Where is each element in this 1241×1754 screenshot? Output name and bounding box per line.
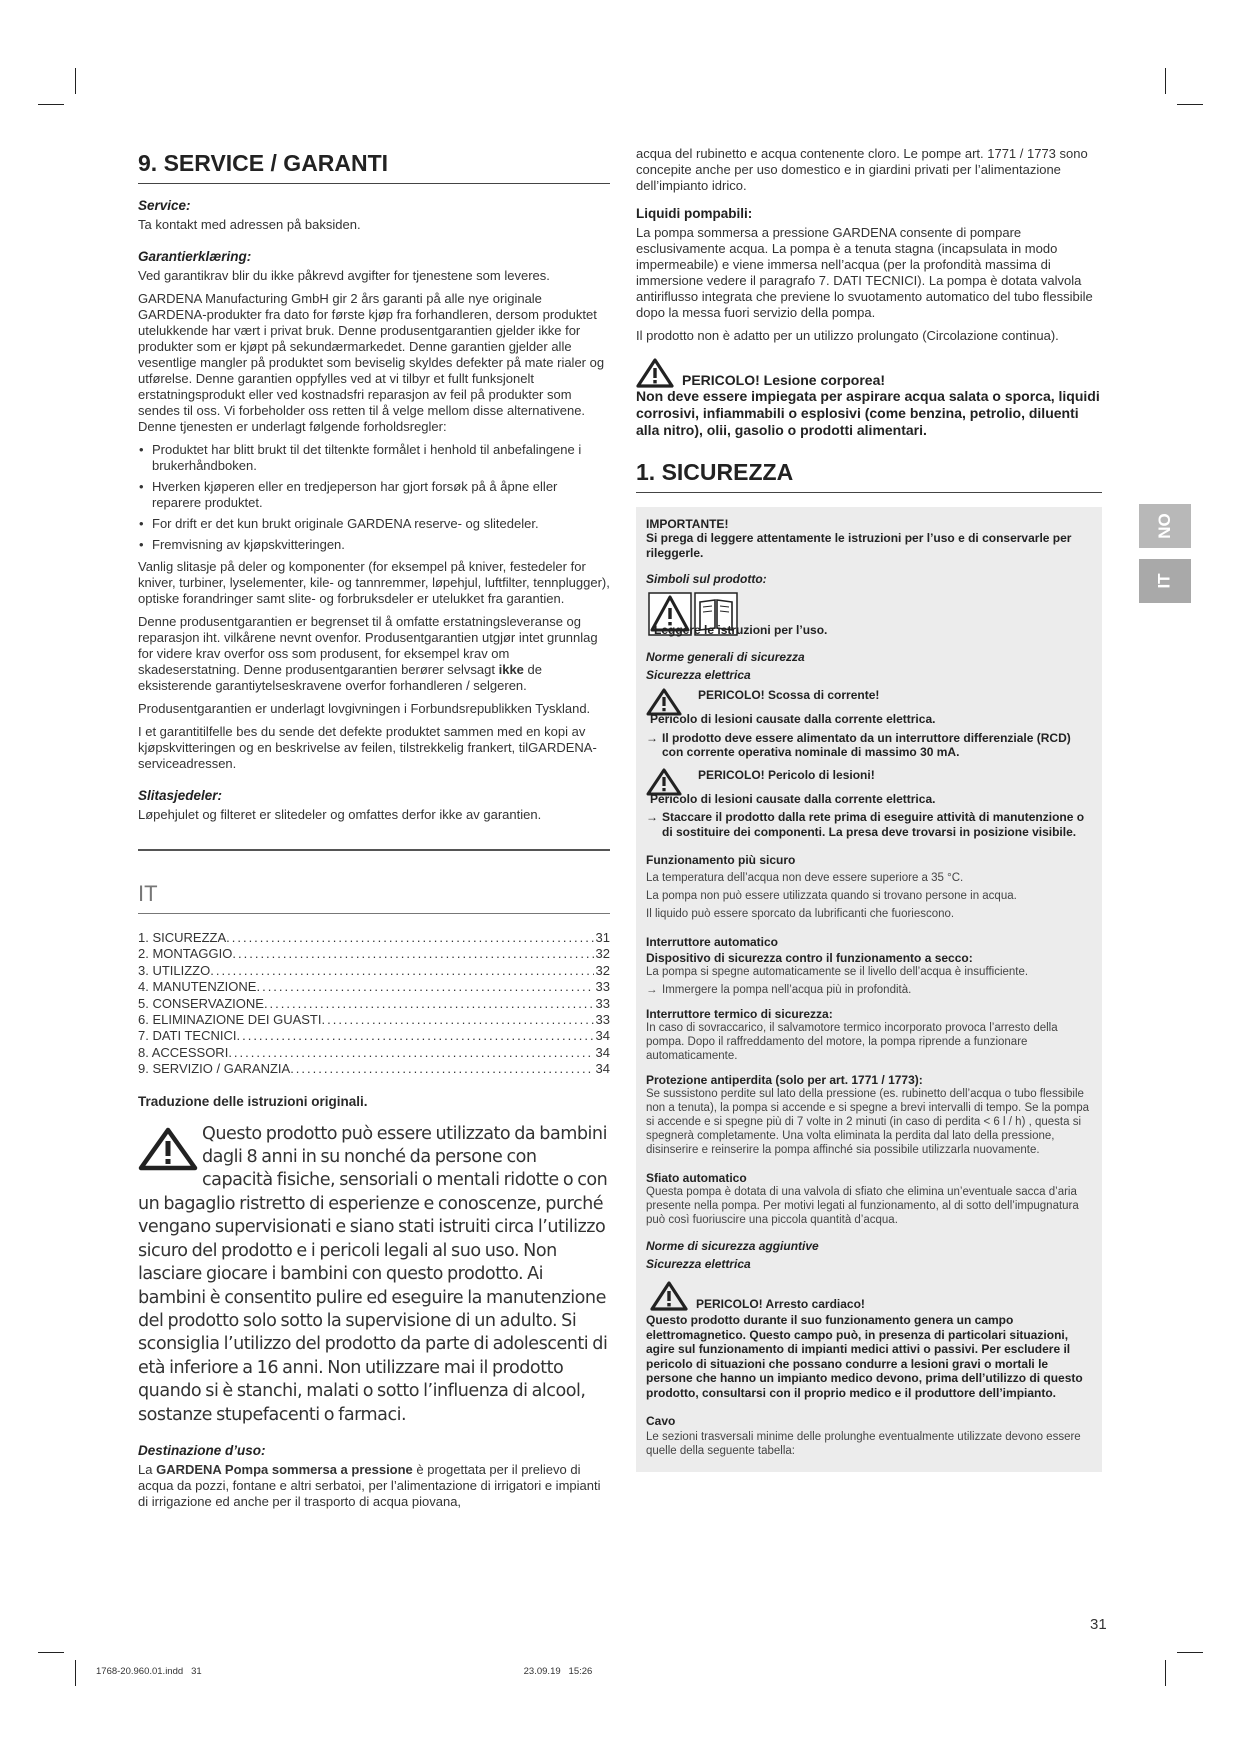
garanti-paragraph: I et garantitilfelle bes du sende det defekte produktet sammen med en kopi av kjøpskvitteringen og en beskrivelse av feilen, tilstrekkelig frankert, tilGARDENA-serviceadressen.	[138, 724, 597, 771]
it-section	[138, 849, 610, 1510]
toc-page: 31	[595, 930, 610, 945]
danger-cardiac-title: PERICOLO! Arresto cardiaco!	[696, 1297, 865, 1311]
warning-triangle-icon	[646, 688, 682, 716]
warning-triangle-icon	[646, 768, 682, 796]
right-column	[636, 146, 1102, 1472]
crop-mark	[1165, 1660, 1166, 1686]
toc-row[interactable]	[138, 1012, 610, 1028]
text-span: Denne produsentgarantien er begrenset til å omfatte erstatningsleveranse og reparasjon iht. vilkårene nevnt ovenfor. Produsentgarantien utgjør intet grunnlag for videre krav overfor oss som produsent, for eksempel krav om skadeserstatning. Denne produsentgarantien berører selvsagt	[138, 614, 598, 677]
toc-title: 1. SICUREZZA	[138, 930, 227, 945]
garanti-paragraph: Produsentgarantien er underlagt lovgivningen i Forbundsrepublikken Tyskland.	[138, 701, 591, 716]
toc-title: 9. SERVIZIO / GARANZIA	[138, 1061, 291, 1077]
simboli-heading: Simboli sul prodotto:	[646, 572, 767, 586]
toc-title: 4. MANUTENZIONE	[138, 979, 257, 995]
toc-page: 33	[595, 979, 610, 995]
toc-title: 6. ELIMINAZIONE DEI GUASTI	[138, 1012, 322, 1028]
toc-page: 34	[595, 1061, 610, 1077]
toc-leader	[236, 1028, 593, 1044]
page-number: 31	[1090, 1616, 1107, 1633]
toc-title: 3. UTILIZZO	[138, 962, 211, 978]
it-heading: IT	[138, 881, 610, 914]
bold-text: GARDENA Pompa sommersa a pressione	[156, 1461, 413, 1477]
toc-row[interactable]	[138, 930, 610, 946]
service-heading: Service:	[138, 198, 191, 213]
toc-leader	[264, 996, 594, 1012]
bold-text: ikke	[498, 662, 524, 677]
toc-row[interactable]	[138, 1061, 610, 1077]
liquidi-paragraph: La pompa sommersa a pressione GARDENA consente di pompare esclusivamente acqua. La pompa è a tenuta stagna (incapsulata in modo impermeabile) e viene immersa nell’acqua (per la profondità massima di immersione vedere il paragrafo 7. DATI TECNICI). La pompa è dotata valvola antiriflusso integrata che previene lo svuotamento automatico del tubo flessibile dopo la messa fuori servizio della pompa.	[636, 225, 1093, 320]
crop-mark	[75, 68, 76, 94]
sfiato-heading: Sfiato automatico	[646, 1171, 747, 1185]
crop-mark	[75, 1660, 76, 1686]
slitasjedeler-text: Løpehjulet og filteret er slitedeler og omfattes derfor ikke av garantien.	[138, 807, 542, 822]
toc-leader	[210, 963, 593, 979]
text-span: è progettata per il prelievo di acqua da pozzi, fontane e altri serbatoi, per l’alimentazione di irrigatori e impianti di irrigazione ed anche per il trasporto di acqua piovana,	[138, 1461, 601, 1509]
tab-label: IT	[1154, 573, 1174, 589]
toc-row[interactable]	[138, 996, 610, 1012]
liquidi-heading: Liquidi pompabili:	[636, 206, 753, 221]
funzionamento-text: La temperatura dell’acqua non deve essere superiore a 35 °C.	[646, 872, 964, 884]
crop-mark	[1177, 1652, 1203, 1653]
toc-leader	[228, 1045, 593, 1061]
danger-shock-instruction: → Il prodotto deve essere alimentato da un interruttore differenziale (RCD) con corrente operativa nominale di massimo 30 mA.	[646, 731, 1092, 760]
norme-aggiuntive-heading: Norme di sicurezza aggiuntive	[646, 1239, 819, 1253]
toc-row[interactable]	[138, 979, 610, 995]
slitasjedeler-heading: Slitasjedeler:	[138, 788, 223, 803]
toc-page: 34	[595, 1044, 610, 1060]
danger-injury-sub: Pericolo di lesioni causate dalla corrente elettrica.	[650, 791, 936, 806]
section-title-sicurezza: 1. SICUREZZA	[636, 459, 1102, 493]
danger-header	[636, 358, 1102, 388]
termico-heading: Interruttore termico di sicurezza:	[646, 1007, 833, 1021]
toc-row[interactable]	[138, 1045, 610, 1061]
crop-mark	[38, 104, 64, 105]
garanti-paragraph: GARDENA Manufacturing GmbH gir 2 års garanti på alle nye originale GARDENA-produkter fra dato for første kjøp fra forhandleren, dersom produktet utelukkende har vært i privat bruk. Denne produsentgarantien gjelder ikke for produkter som er kjøpt på sekundærmarkedet. Denne garantien gjelder alle vesentlige mangler på produktet som beviselig skyldes defekter på mate rialer og utførelse. Denne garantien oppfylles ved at vi tilbyr et fullt funksjonelt erstatningsprodukt eller ved kostnadsfri reparasjon av feil på produkter som sendes til oss. Vi forbeholder oss retten til å velge mellom disse alternativene. Denne tjenesten er underlagt følgende forholdsregler:	[138, 291, 605, 434]
language-tab-no[interactable]	[1139, 504, 1191, 548]
funzionamento-text: Il liquido può essere sporcato da lubrificanti che fuoriescono.	[646, 908, 955, 920]
language-tab-it[interactable]	[1139, 559, 1191, 603]
danger-body: Non deve essere impiegata per aspirare acqua salata o sporca, liquidi corrosivi, infiammabili o esplosivi (come benzina, petrolio, diluenti alla nitro), olii, gasolio o prodotti alimentari.	[636, 388, 1100, 438]
danger-injury-instruction: → Staccare il prodotto dalla rete prima di eseguire attività di manutenzione o di sostituire dei componenti. La presa deve trovarsi in posizione visibile.	[646, 810, 1092, 839]
importante-text: Si prega di leggere attentamente le istruzioni per l’uso e di conservarle per rileggerle.	[646, 531, 1072, 560]
interruttore-instruction: → Immergere la pompa nell’acqua più in profondità.	[646, 983, 1092, 997]
crop-mark	[38, 1652, 64, 1653]
toc-leader	[321, 1012, 593, 1028]
funzionamento-heading: Funzionamento più sicuro	[646, 853, 796, 867]
toc-page: 33	[595, 1012, 610, 1028]
liquidi-paragraph: Il prodotto non è adatto per un utilizzo prolungato (Circolazione continua).	[636, 328, 1059, 343]
children-warning	[138, 1123, 610, 1427]
norme-generali-heading: Norme generali di sicurezza	[646, 650, 805, 664]
section-title-service: 9. SERVICE / GARANTI	[138, 150, 610, 184]
warning-triangle-icon	[636, 358, 674, 388]
toc-page: 32	[595, 962, 610, 978]
text-span: La	[138, 1461, 157, 1477]
symbol-row	[646, 592, 1092, 638]
sfiato-text: Questa pompa è dotata di una valvola di sfiato che elimina un’eventuale sacca d’aria presente nella pompa. Per motivi legati al funzionamento, al di sotto dell’impugnatura può così fuoriuscire una piccola quantità d’acqua.	[646, 1186, 1079, 1226]
toc-row[interactable]	[138, 1028, 610, 1044]
safety-box	[636, 507, 1102, 1472]
danger-cardiac	[646, 1281, 1092, 1311]
toc-title: 7. DATI TECNICI	[138, 1028, 237, 1044]
toc-page: 34	[595, 1028, 610, 1044]
garanti-bullet-list	[138, 442, 610, 553]
protezione-heading: Protezione antiperdita (solo per art. 1771 / 1773):	[646, 1073, 923, 1087]
crop-mark	[1177, 104, 1203, 105]
crop-mark	[1165, 68, 1166, 94]
destinazione-heading: Destinazione d’uso:	[138, 1442, 266, 1458]
list-item: • Hverken kjøperen eller en tredjeperson har gjort forsøk på å åpne eller reparere produktet.	[138, 479, 610, 511]
danger-title: PERICOLO! Lesione corporea!	[682, 372, 886, 388]
garanti-heading: Garantierklæring:	[138, 249, 252, 264]
warning-triangle-icon	[650, 1281, 688, 1311]
leggere-label: Leggere le istruzioni per l’uso.	[654, 623, 828, 637]
continued-text: acqua del rubinetto e acqua contenente cloro. Le pompe art. 1771 / 1773 sono concepite anche per uso domestico e in giardini privati per l’alimentazione dell’impianto idrico.	[636, 146, 1088, 193]
cavo-text: Le sezioni trasversali minime delle prolunghe eventualmente utilizzate devono essere quelle della seguente tabella:	[646, 1431, 1081, 1457]
service-text: Ta kontakt med adressen på baksiden.	[138, 217, 361, 232]
danger-injury	[646, 768, 1092, 788]
tab-label: NO	[1155, 513, 1174, 539]
garanti-paragraph	[138, 614, 610, 694]
garanti-paragraph: Vanlig slitasje på deler og komponenter (for eksempel på kniver, festedeler for kniver, turbiner, lyselementer, kile- og tannremmer, løpehjul, luftfilter, tennplugger), optiske forandringer samt slite- og forbruksdeler er utelukket fra garantien.	[138, 559, 610, 606]
funzionamento-text: La pompa non può essere utilizzata quando si trovano persone in acqua.	[646, 890, 1017, 902]
danger-cardiac-body: Questo prodotto durante il suo funzionamento genera un campo elettromagnetico. Questo campo può, in presenza di particolari situazioni, agire sul funzionamento di impianti medici attivi o passivi. Per escludere il pericolo di situazioni che possano condurre a lesioni gravi o mortali le persone che hanno un impianto medico devono, prima dell’utilizzo di questo prodotto, consultarsi con il proprio medico e il produttore dell’impianto.	[646, 1313, 1083, 1400]
toc-leader	[226, 930, 593, 946]
danger-shock-sub: Pericolo di lesioni causate dalla corrente elettrica.	[650, 712, 936, 726]
danger-shock-title: PERICOLO! Scossa di corrente!	[698, 688, 880, 702]
danger-injury-title: PERICOLO! Pericolo di lesioni!	[698, 767, 875, 782]
sicurezza-elettrica-heading: Sicurezza elettrica	[646, 668, 751, 682]
toc-title: 2. MONTAGGIO	[138, 946, 233, 962]
translation-note: Traduzione delle istruzioni originali.	[138, 1093, 368, 1109]
list-item: • For drift er det kun brukt originale GARDENA reserve- og slitedeler.	[138, 516, 610, 532]
danger-shock	[646, 688, 1092, 708]
toc-page: 33	[595, 995, 610, 1011]
importante-heading: IMPORTANTE!	[646, 517, 729, 531]
toc-title: 8. ACCESSORI	[138, 1044, 229, 1060]
interruttore-heading: Interruttore automatico	[646, 935, 779, 949]
termico-text: In caso di sovraccarico, il salvamotore termico incorporato provoca l’arresto della pompa. Dopo il raffreddamento del motore, la pompa riprende a funzionare automaticamente.	[646, 1022, 1058, 1062]
print-slug: 1768-20.960.01.indd 31 23.09.19 15:26	[96, 1666, 593, 1677]
protezione-text: Se sussistono perdite sul lato della pressione (es. rubinetto dell’acqua o tubo flessibile non a tenuta), la pompa si accende e si spegne a brevi intervalli di tempo. Se la pompa si accende e si spegne più di 7 volte in 2 minuti (in caso di perdita < 6 l / h) , questa si spegnerà completamente. Una volta eliminata la perdita dal lato della pressione, disinserire e reinserire la pompa affinché sia possibile utilizzarla nuovamente.	[646, 1088, 1090, 1156]
table-of-contents	[138, 930, 610, 1078]
list-item: • Fremvisning av kjøpskvitteringen.	[138, 537, 610, 553]
garanti-paragraph: Ved garantikrav blir du ikke påkrevd avgifter for tjenestene som leveres.	[138, 268, 550, 283]
cavo-heading: Cavo	[646, 1414, 676, 1428]
children-warning-text: Questo prodotto può essere utilizzato da bambini dagli 8 anni in su nonché da persone con capacità fisiche, sensoriali o mentali ridotte o con un bagaglio ristretto di esperienze e conoscenze, purché vengano supervisionati e siano stati istruiti circa l’utilizzo sicuro del prodotto e i pericoli legali al suo uso. Non lasciare giocare i bambini con questo prodotto. Ai bambini è consentito pulire ed eseguire la manutenzione del prodotto solo sotto la supervisione di un adulto. Si sconsiglia l’utilizzo del prodotto da parte di adolescenti di età inferiore a 16 anni. Non utilizzare mai il prodotto quando si è stanchi, malati o sotto l’influenza di alcool, sostanze stupefacenti o farmaci.	[138, 1123, 608, 1425]
toc-leader	[256, 979, 593, 995]
toc-page: 32	[595, 946, 610, 962]
toc-row[interactable]	[138, 963, 610, 979]
destinazione-text	[138, 1462, 610, 1510]
text-span: de eksisterende garantiytelseskravene overfor forhandleren / selgeren.	[138, 662, 542, 693]
left-column	[138, 150, 610, 1517]
sicurezza-elettrica-heading: Sicurezza elettrica	[646, 1257, 751, 1271]
warning-triangle-icon	[138, 1127, 198, 1171]
interruttore-text: La pompa si spegne automaticamente se il livello dell’acqua è insufficiente.	[646, 966, 1029, 978]
toc-leader	[232, 946, 593, 962]
toc-leader	[290, 1061, 593, 1077]
interruttore-sub: Dispositivo di sicurezza contro il funzionamento a secco:	[646, 951, 973, 965]
toc-title: 5. CONSERVAZIONE	[138, 995, 264, 1011]
toc-row[interactable]	[138, 946, 610, 962]
list-item: • Produktet har blitt brukt til det tiltenkte formålet i henhold til anbefalingene i brukerhåndboken.	[138, 442, 610, 474]
